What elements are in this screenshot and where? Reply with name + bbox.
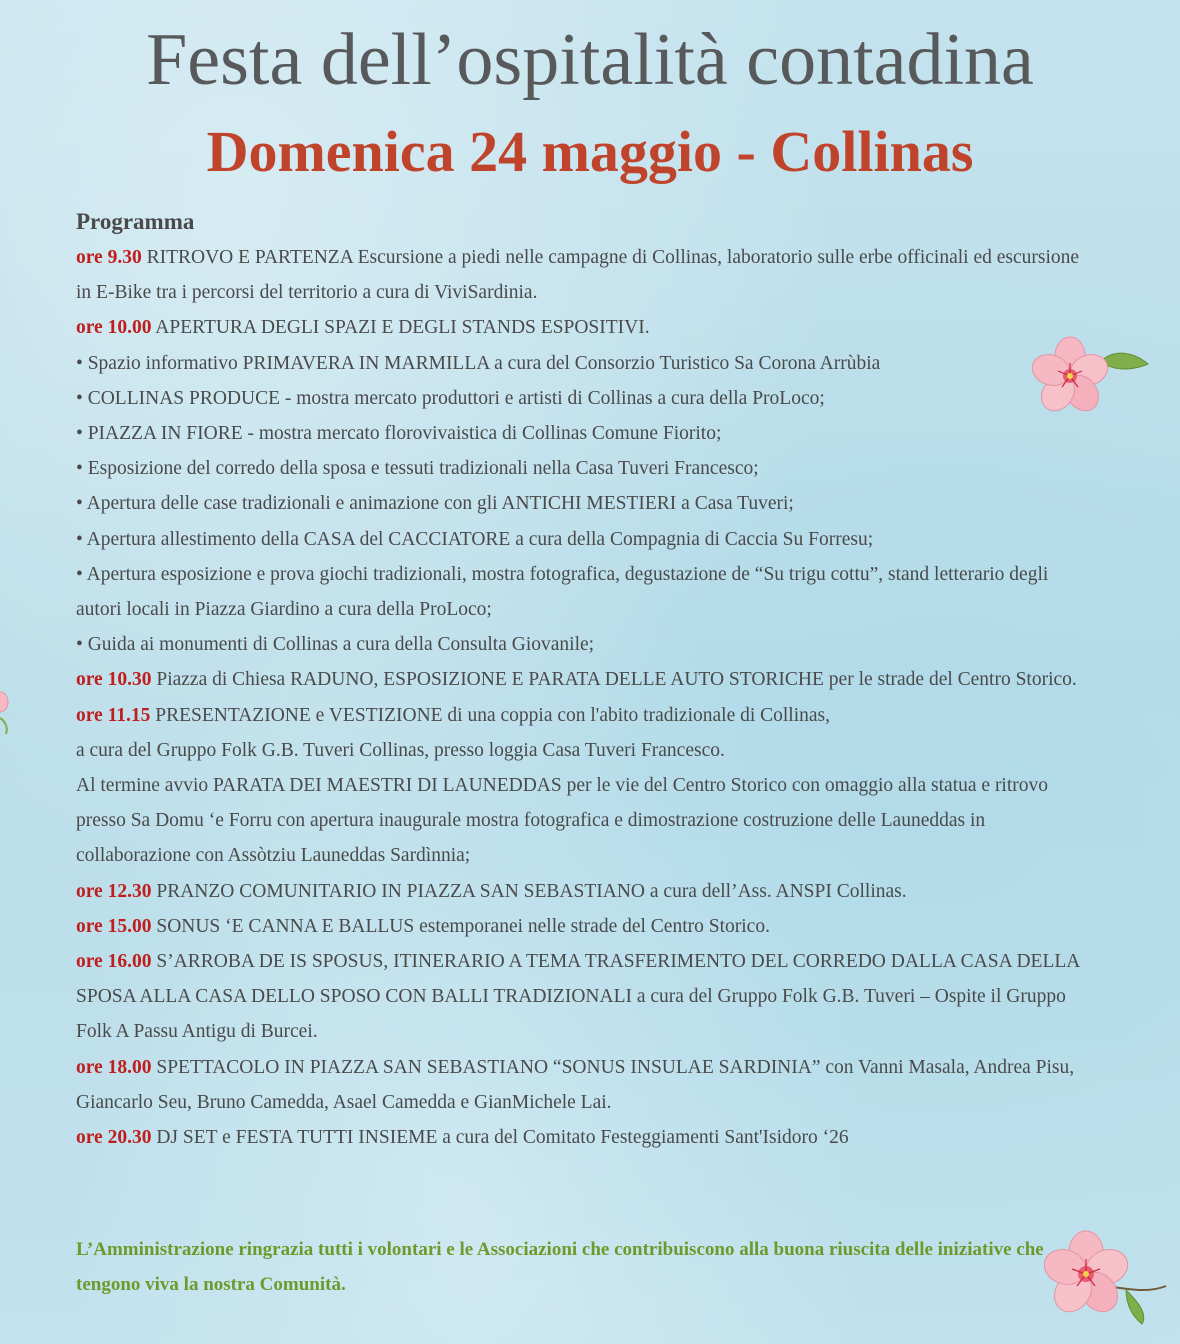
program-item-text: SPETTACOLO IN PIAZZA SAN SEBASTIANO “SONUS INSULAE SARDINIA” con Vanni Masala, Andrea Pisu, Giancarlo Seu, Bruno Camedda, Asael Camedda e GianMichele Lai. <box>76 1056 1075 1113</box>
program-item <box>76 944 1096 1050</box>
program-item-text: • PIAZZA IN FIORE - mostra mercato florovivaistica di Collinas Comune Fiorito; <box>76 423 722 445</box>
program-item-time: ore 10.30 <box>76 669 152 691</box>
program-item <box>76 662 1096 697</box>
program-item <box>76 557 1096 627</box>
program-item <box>76 627 1096 662</box>
event-date-location: Domenica 24 maggio - Collinas <box>206 119 974 184</box>
program-item-text: • COLLINAS PRODUCE - mostra mercato produttori e artisti di Collinas a cura della ProLoco; <box>76 387 825 409</box>
program-heading: Programma <box>76 209 195 234</box>
program-item-text: APERTURA DEGLI SPAZI E DEGLI STANDS ESPOSITIVI. <box>151 317 650 339</box>
program-item-text: RITROVO E PARTENZA Escursione a piedi nelle campagne di Collinas, laboratorio sulle erbe officinali ed escursione in E-Bike tra i percorsi del territorio a cura di ViviSardinia. <box>76 247 1080 304</box>
program-item-text: • Esposizione del corredo della sposa e tessuti tradizionali nella Casa Tuveri Francesco; <box>76 458 759 480</box>
program-item-time: ore 20.30 <box>76 1127 152 1149</box>
program-item <box>76 381 1096 416</box>
program-item-text: • Spazio informativo PRIMAVERA IN MARMILLA a cura del Consorzio Turistico Sa Corona Arrùbia <box>76 352 881 374</box>
program-item-time: ore 9.30 <box>76 247 142 268</box>
program-item-text: PRANZO COMUNITARIO IN PIAZZA SAN SEBASTIANO a cura dell’Ass. ANSPI Collinas. <box>151 880 907 902</box>
program-item-text: DJ SET e FESTA TUTTI INSIEME a cura del Comitato Festeggiamenti Sant'Isidoro ‘26 <box>151 1127 849 1149</box>
program-item-time: ore 15.00 <box>76 915 152 937</box>
program-item-time: ore 12.30 <box>76 880 152 902</box>
program-item-text: PRESENTAZIONE e VESTIZIONE di una coppia con l'abito tradizionale di Collinas, a cura del Gruppo Folk G.B. Tuveri Collinas, presso loggia Casa Tuveri Francesco. Al termine avvio PARATA DEI MAESTRI DI LAUNEDDAS per le vie del Centro Storico con omaggio alla statua e ritrovo presso Sa Domu ‘e Forru con apertura inaugurale mostra fotografica e dimostrazione costruzione delle Launeddas in collaborazione con Assòtziu Launeddas Sardìnnia; <box>76 704 1049 867</box>
program-item-time: ore 11.15 <box>76 704 151 726</box>
program-item <box>76 486 1096 521</box>
flower-icon <box>1034 1228 1174 1328</box>
acknowledgement-text: L’Amministrazione ringrazia tutti i volontari e le Associazioni che contribuiscono alla buona riuscita delle iniziative che tengono viva la nostra Comunità. <box>76 1239 1044 1295</box>
flower-icon <box>1022 330 1152 422</box>
program-item <box>76 522 1096 557</box>
program-item-text: • Apertura delle case tradizionali e animazione con gli ANTICHI MESTIERI a Casa Tuveri; <box>76 493 794 515</box>
program-item <box>76 451 1096 486</box>
program-item <box>76 909 1096 944</box>
program-item <box>76 698 1096 874</box>
program-section <box>76 204 1096 1155</box>
program-item-text: SONUS ‘E CANNA E BALLUS estemporanei nelle strade del Centro Storico. <box>151 915 770 937</box>
program-item-time: ore 10.00 <box>76 317 152 339</box>
program-item-time: ore 18.00 <box>76 1056 152 1078</box>
program-item <box>76 416 1096 451</box>
program-item <box>76 1120 1096 1155</box>
program-item <box>76 240 1096 310</box>
program-item-text: • Apertura esposizione e prova giochi tradizionali, mostra fotografica, degustazione de “Su trigu cottu”, stand letterario degli autori locali in Piazza Giardino a cura della ProLoco; <box>76 563 1049 621</box>
program-list <box>76 240 1096 1155</box>
flower-icon <box>0 688 14 736</box>
program-item-text: S’ARROBA DE IS SPOSUS, ITINERARIO A TEMA TRASFERIMENTO DEL CORREDO DALLA CASA DELLA SPOSA ALLA CASA DELLO SPOSO CON BALLI TRADIZIONALI a cura del Gruppo Folk G.B. Tuveri – Ospite il Gruppo Folk A Passu Antigu di Burcei. <box>76 951 1080 1043</box>
program-item-text: Piazza di Chiesa RADUNO, ESPOSIZIONE E PARATA DELLE AUTO STORICHE per le strade del Centro Storico. <box>151 669 1077 691</box>
program-item <box>76 1050 1096 1120</box>
page-title: Festa dell’ospitalità contadina <box>146 19 1034 101</box>
program-item <box>76 310 1096 345</box>
program-item-time: ore 16.00 <box>76 951 152 973</box>
program-item-text: • Apertura allestimento della CASA del CACCIATORE a cura della Compagnia di Caccia Su Forresu; <box>76 528 874 550</box>
program-item <box>76 346 1096 381</box>
program-item <box>76 874 1096 909</box>
program-item-text: • Guida ai monumenti di Collinas a cura della Consulta Giovanile; <box>76 634 595 656</box>
